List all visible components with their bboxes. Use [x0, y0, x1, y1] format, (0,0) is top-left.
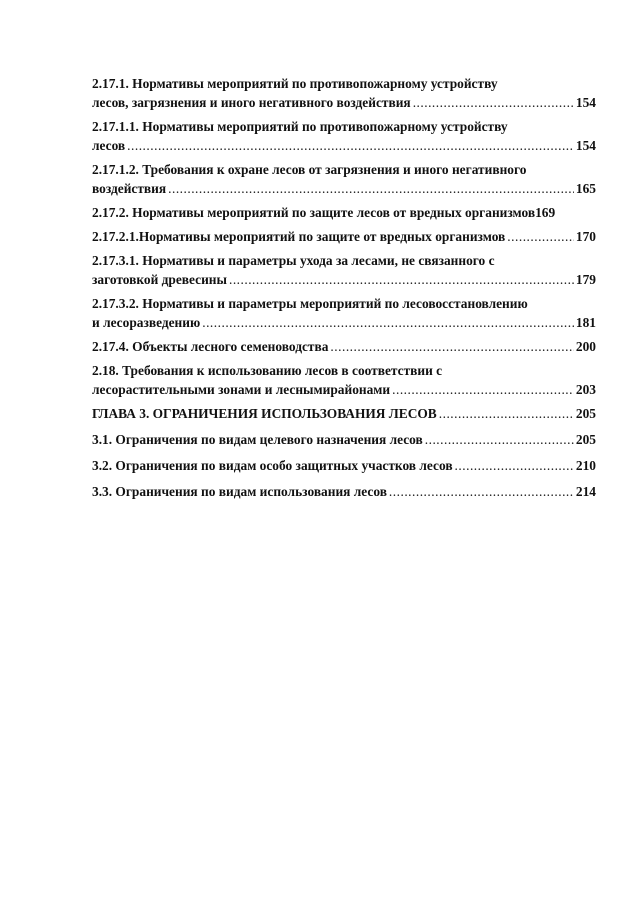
toc-page-number: 169: [535, 205, 556, 220]
toc-entry-title-continued: 2.17.2. Нормативы мероприятий по защите лесов от вредных организмов: [92, 205, 536, 220]
toc-entry-title-continued: ГЛАВА 3. ОГРАНИЧЕНИЯ ИСПОЛЬЗОВАНИЯ ЛЕСОВ: [92, 406, 437, 421]
toc-page-number: 154: [575, 138, 596, 153]
toc-entry-3-1[interactable]: [92, 430, 596, 449]
toc-entry-chapter-3[interactable]: [92, 404, 596, 423]
dot-leader: [168, 179, 574, 198]
toc-entry-title-continued: и лесоразведению: [92, 315, 201, 330]
toc-entry-2-17-2-1[interactable]: [92, 227, 596, 246]
toc-entry-3-3[interactable]: [92, 482, 596, 501]
dot-leader: [202, 313, 574, 332]
toc-entry-title-continued: лесов, загрязнения и иного негативного воздействия: [92, 95, 411, 110]
toc-entry-2-17-3-1[interactable]: [92, 251, 596, 289]
toc-page-number: 200: [575, 339, 596, 354]
toc-entry-title: 2.17.1.2. Требования к охране лесов от загрязнения и иного негативного: [92, 162, 527, 177]
toc-page-number: 203: [575, 382, 596, 397]
toc-entry-title-continued: 2.17.2.1.Нормативы мероприятий по защите от вредных организмов: [92, 229, 506, 244]
toc-entry-2-17-3-2[interactable]: [92, 294, 596, 332]
toc-page-number: 205: [575, 406, 596, 421]
toc-entry-title: 2.18. Требования к использованию лесов в соответствии с: [92, 363, 443, 378]
dot-leader: [127, 136, 574, 155]
toc-entry-title: 2.17.3.2. Нормативы и параметры мероприятий по лесовосстановлению: [92, 296, 528, 311]
dot-leader: [229, 270, 574, 289]
toc-entry-2-17-1-2[interactable]: [92, 160, 596, 198]
toc-entry-title-continued: заготовкой древесины: [92, 272, 227, 287]
dot-leader: [330, 337, 573, 356]
toc-page-number: 210: [575, 458, 596, 473]
toc-page-number: 181: [575, 315, 596, 330]
toc-entry-2-17-4[interactable]: [92, 337, 596, 356]
toc-entry-title-continued: воздействия: [92, 181, 167, 196]
toc-entry-2-17-1-1[interactable]: [92, 117, 596, 155]
toc-entry-title-continued: лесов: [92, 138, 126, 153]
dot-leader: [455, 456, 574, 475]
toc-page-number: 179: [575, 272, 596, 287]
dot-leader: [439, 404, 574, 423]
toc-entry-title-continued: 3.1. Ограничения по видам целевого назначения лесов: [92, 432, 423, 447]
toc-entry-title: 2.17.1. Нормативы мероприятий по противопожарному устройству: [92, 76, 498, 91]
dot-leader: [425, 430, 574, 449]
toc-entry-title-continued: 2.17.4. Объекты лесного семеноводства: [92, 339, 329, 354]
toc-entry-3-2[interactable]: [92, 456, 596, 475]
toc-entry-title-continued: 3.3. Ограничения по видам использования лесов: [92, 484, 387, 499]
toc-entry-2-17-2[interactable]: [92, 203, 596, 222]
toc-entry-title-continued: 3.2. Ограничения по видам особо защитных участков лесов: [92, 458, 453, 473]
dot-leader: [507, 227, 574, 246]
dot-leader: [413, 93, 574, 112]
dot-leader: [389, 482, 574, 501]
dot-leader: [392, 380, 574, 399]
toc-entry-title-continued: лесорастительными зонами и леснымирайонами: [92, 382, 391, 397]
toc-page-number: 205: [575, 432, 596, 447]
toc-page-number: 214: [575, 484, 596, 499]
toc-page-number: 154: [575, 95, 596, 110]
toc-page-number: 170: [575, 229, 596, 244]
toc-entry-title: 2.17.1.1. Нормативы мероприятий по противопожарному устройству: [92, 119, 508, 134]
table-of-contents: [92, 74, 596, 508]
toc-entry-2-17-1[interactable]: [92, 74, 596, 112]
toc-entry-2-18[interactable]: [92, 361, 596, 399]
toc-page-number: 165: [575, 181, 596, 196]
toc-entry-title: 2.17.3.1. Нормативы и параметры ухода за лесами, не связанного с: [92, 253, 495, 268]
